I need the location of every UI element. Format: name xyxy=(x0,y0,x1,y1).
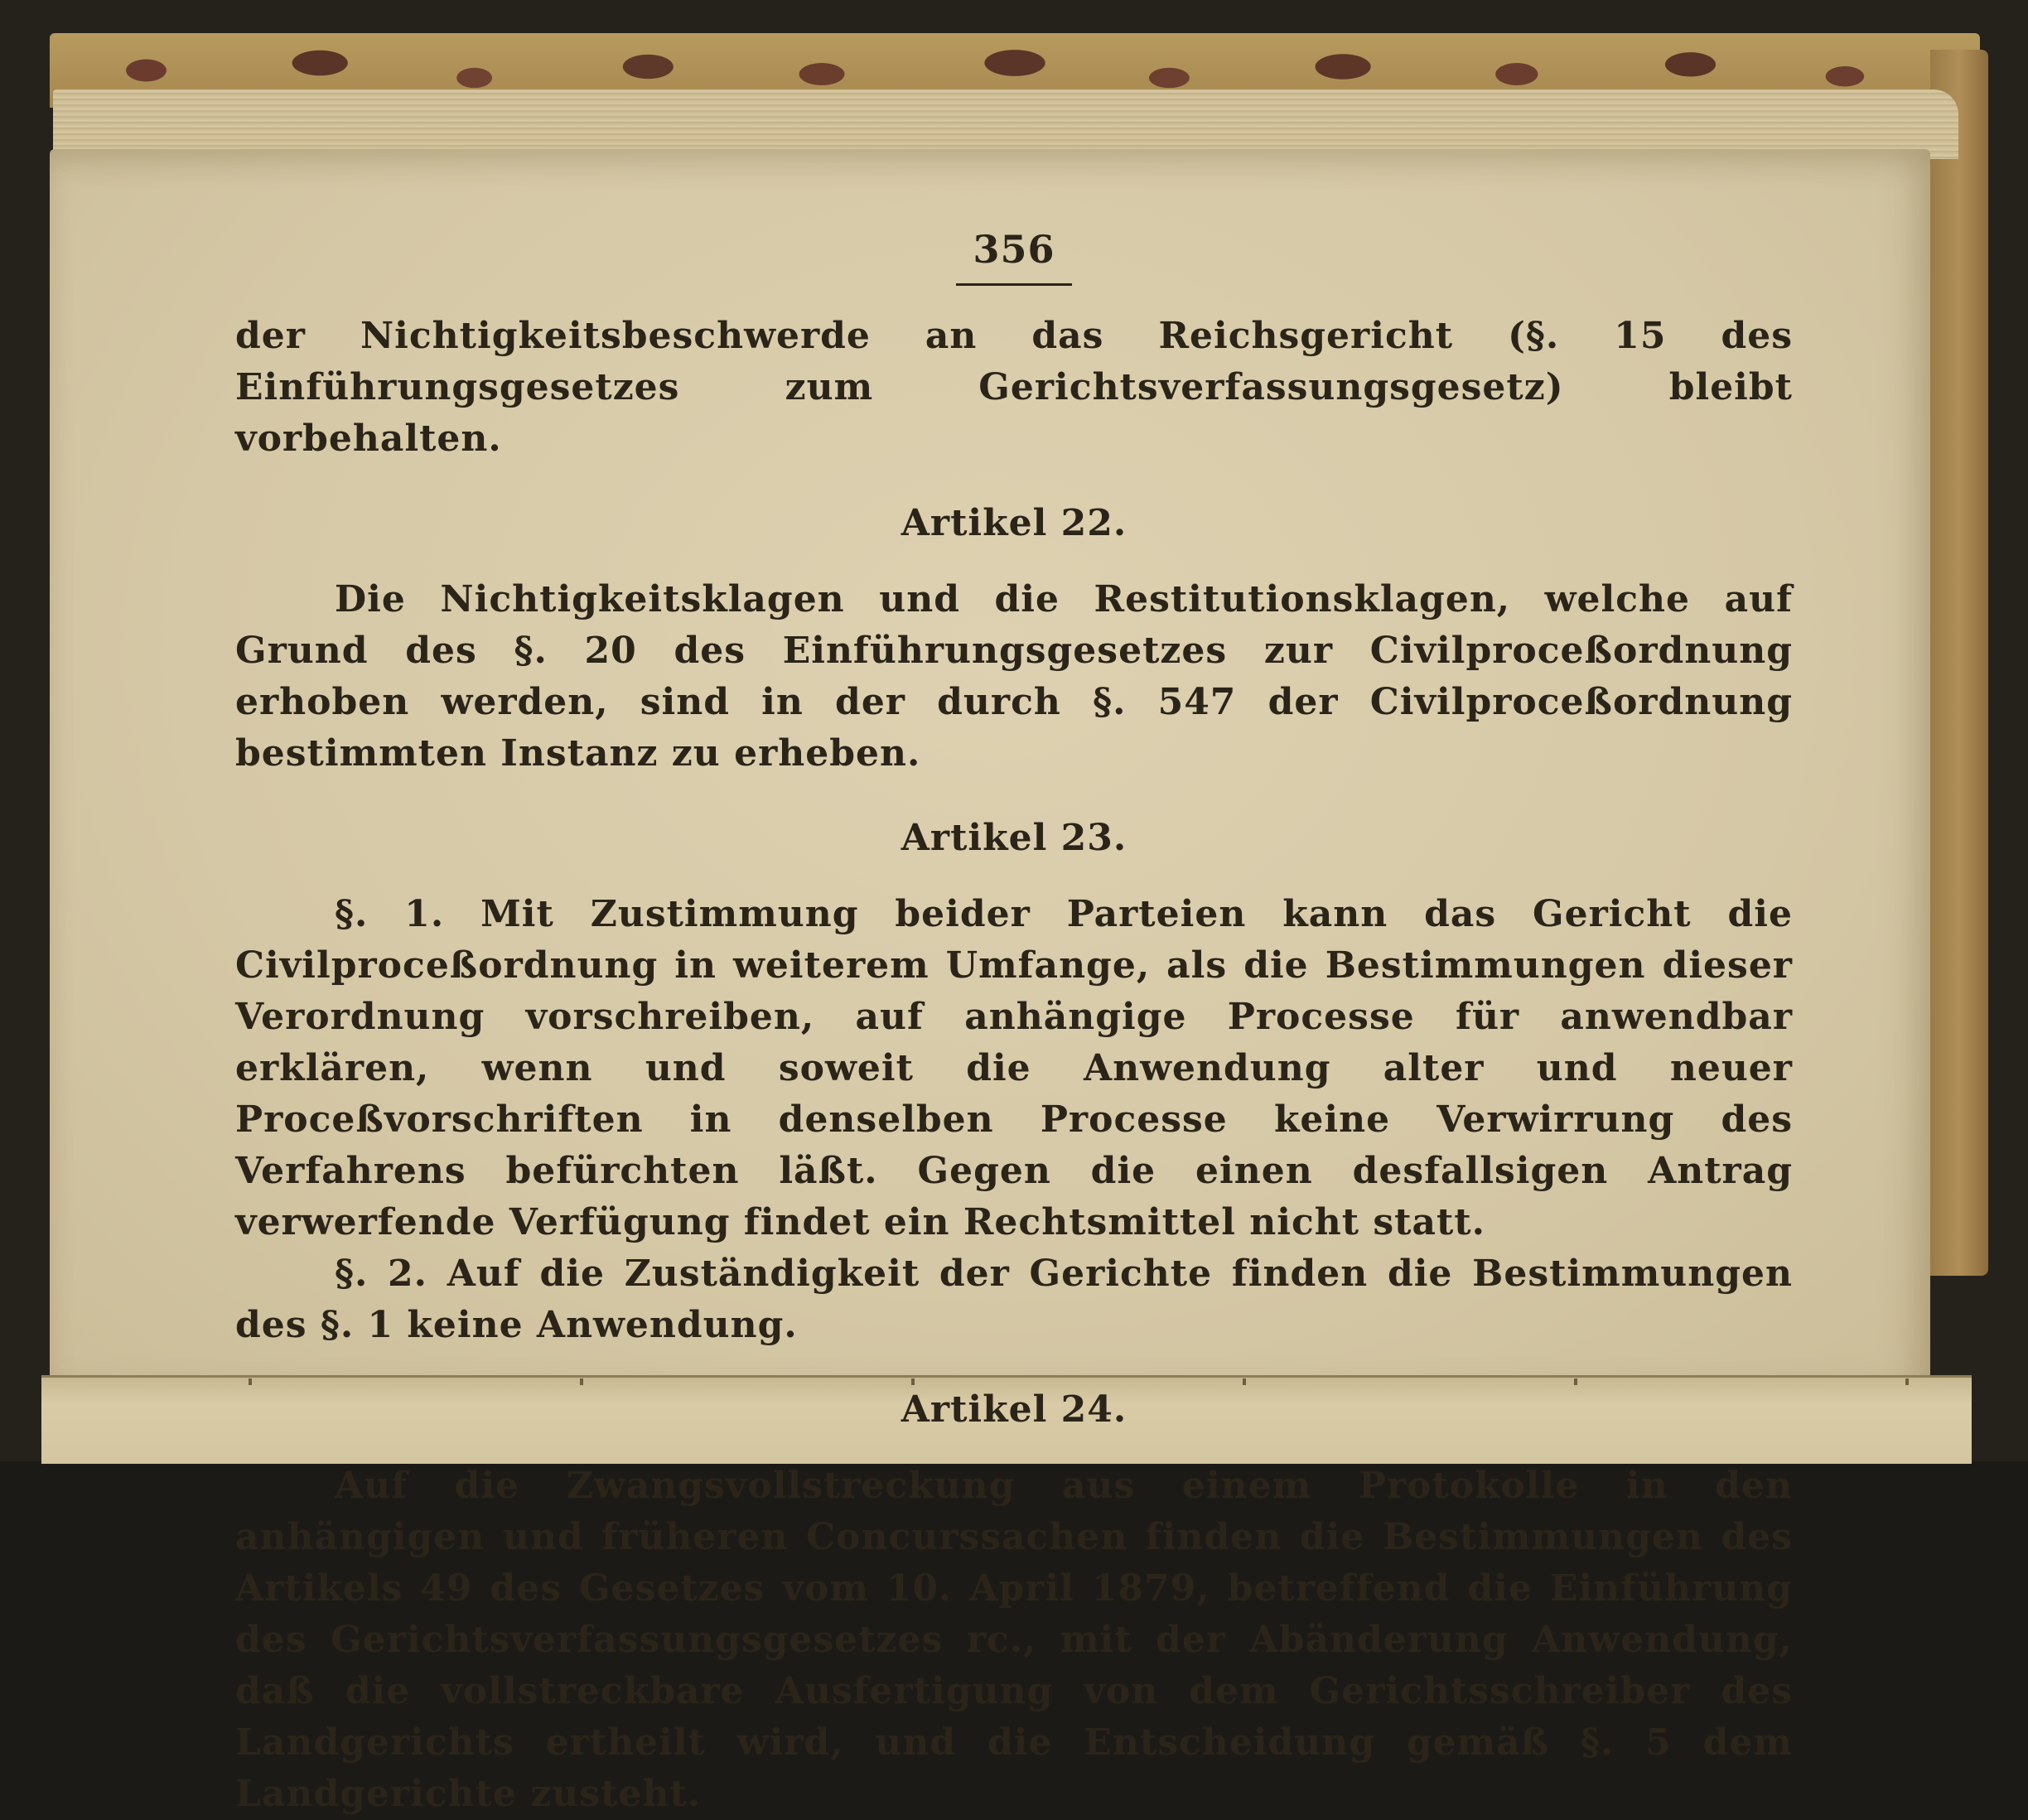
article-heading: Artikel 24. xyxy=(901,1388,1127,1431)
page-text xyxy=(235,224,1793,1815)
paragraph: §. 1. Mit Zustimmung beider Parteien kann das Gericht die Civilproceßordnung in weiterem Umfange, als die Bestimmungen dieser Verordnung vorschreiben, auf anhängige Processe für anwendbar erklären, wenn und soweit die Anwendung alter und neuer Proceßvorschriften in denselben Processe keine Verwirrung des Verfahrens befürchten läßt. Gegen die einen desfallsigen Antrag verwerfende Verfügung findet ein Rechtsmittel nicht statt. xyxy=(235,893,1793,1243)
article-heading: Artikel 22. xyxy=(901,502,1127,544)
rotated-text-frame xyxy=(235,224,1793,1815)
paragraph: §. 2. Auf die Zuständigkeit der Gerichte finden die Bestimmungen des §. 1 keine Anwendung. xyxy=(235,1253,1793,1346)
header-rule xyxy=(956,283,1072,286)
paragraph: Auf die Zwangsvollstreckung aus einem Protokolle in den anhängigen und früheren Concurssachen finden die Bestimmungen des Artikels 49 des Gesetzes vom 10. April 1879, betreffend die Einführung des Gerichtsverfassungsgesetzes rc., mit der Abänderung Anwendung, daß die vollstreckbare Ausfertigung von dem Gerichtsschreiber des Landgerichts ertheilt wird, und die Entscheidung gemäß §. 5 dem Landgerichte zusteht. xyxy=(235,1465,1793,1815)
cover-side xyxy=(1930,50,1988,1276)
article-heading: Artikel 23. xyxy=(901,817,1127,859)
text-inner xyxy=(235,0,1793,1815)
paragraph: der Nichtigkeitsbeschwerde an das Reichsgericht (§. 15 des Einführungsgesetzes zum Gerichtsverfassungsgesetz) bleibt vorbehalten. xyxy=(235,315,1793,460)
page-number: 356 xyxy=(973,227,1055,272)
paragraph: Die Nichtigkeitsklagen und die Restitutionsklagen, welche auf Grund des §. 20 des Einführungsgesetzes zur Civilproceßordnung erhoben werden, sind in der durch §. 547 der Civilproceßordnung bestimmten Instanz zu erheben. xyxy=(235,578,1793,775)
